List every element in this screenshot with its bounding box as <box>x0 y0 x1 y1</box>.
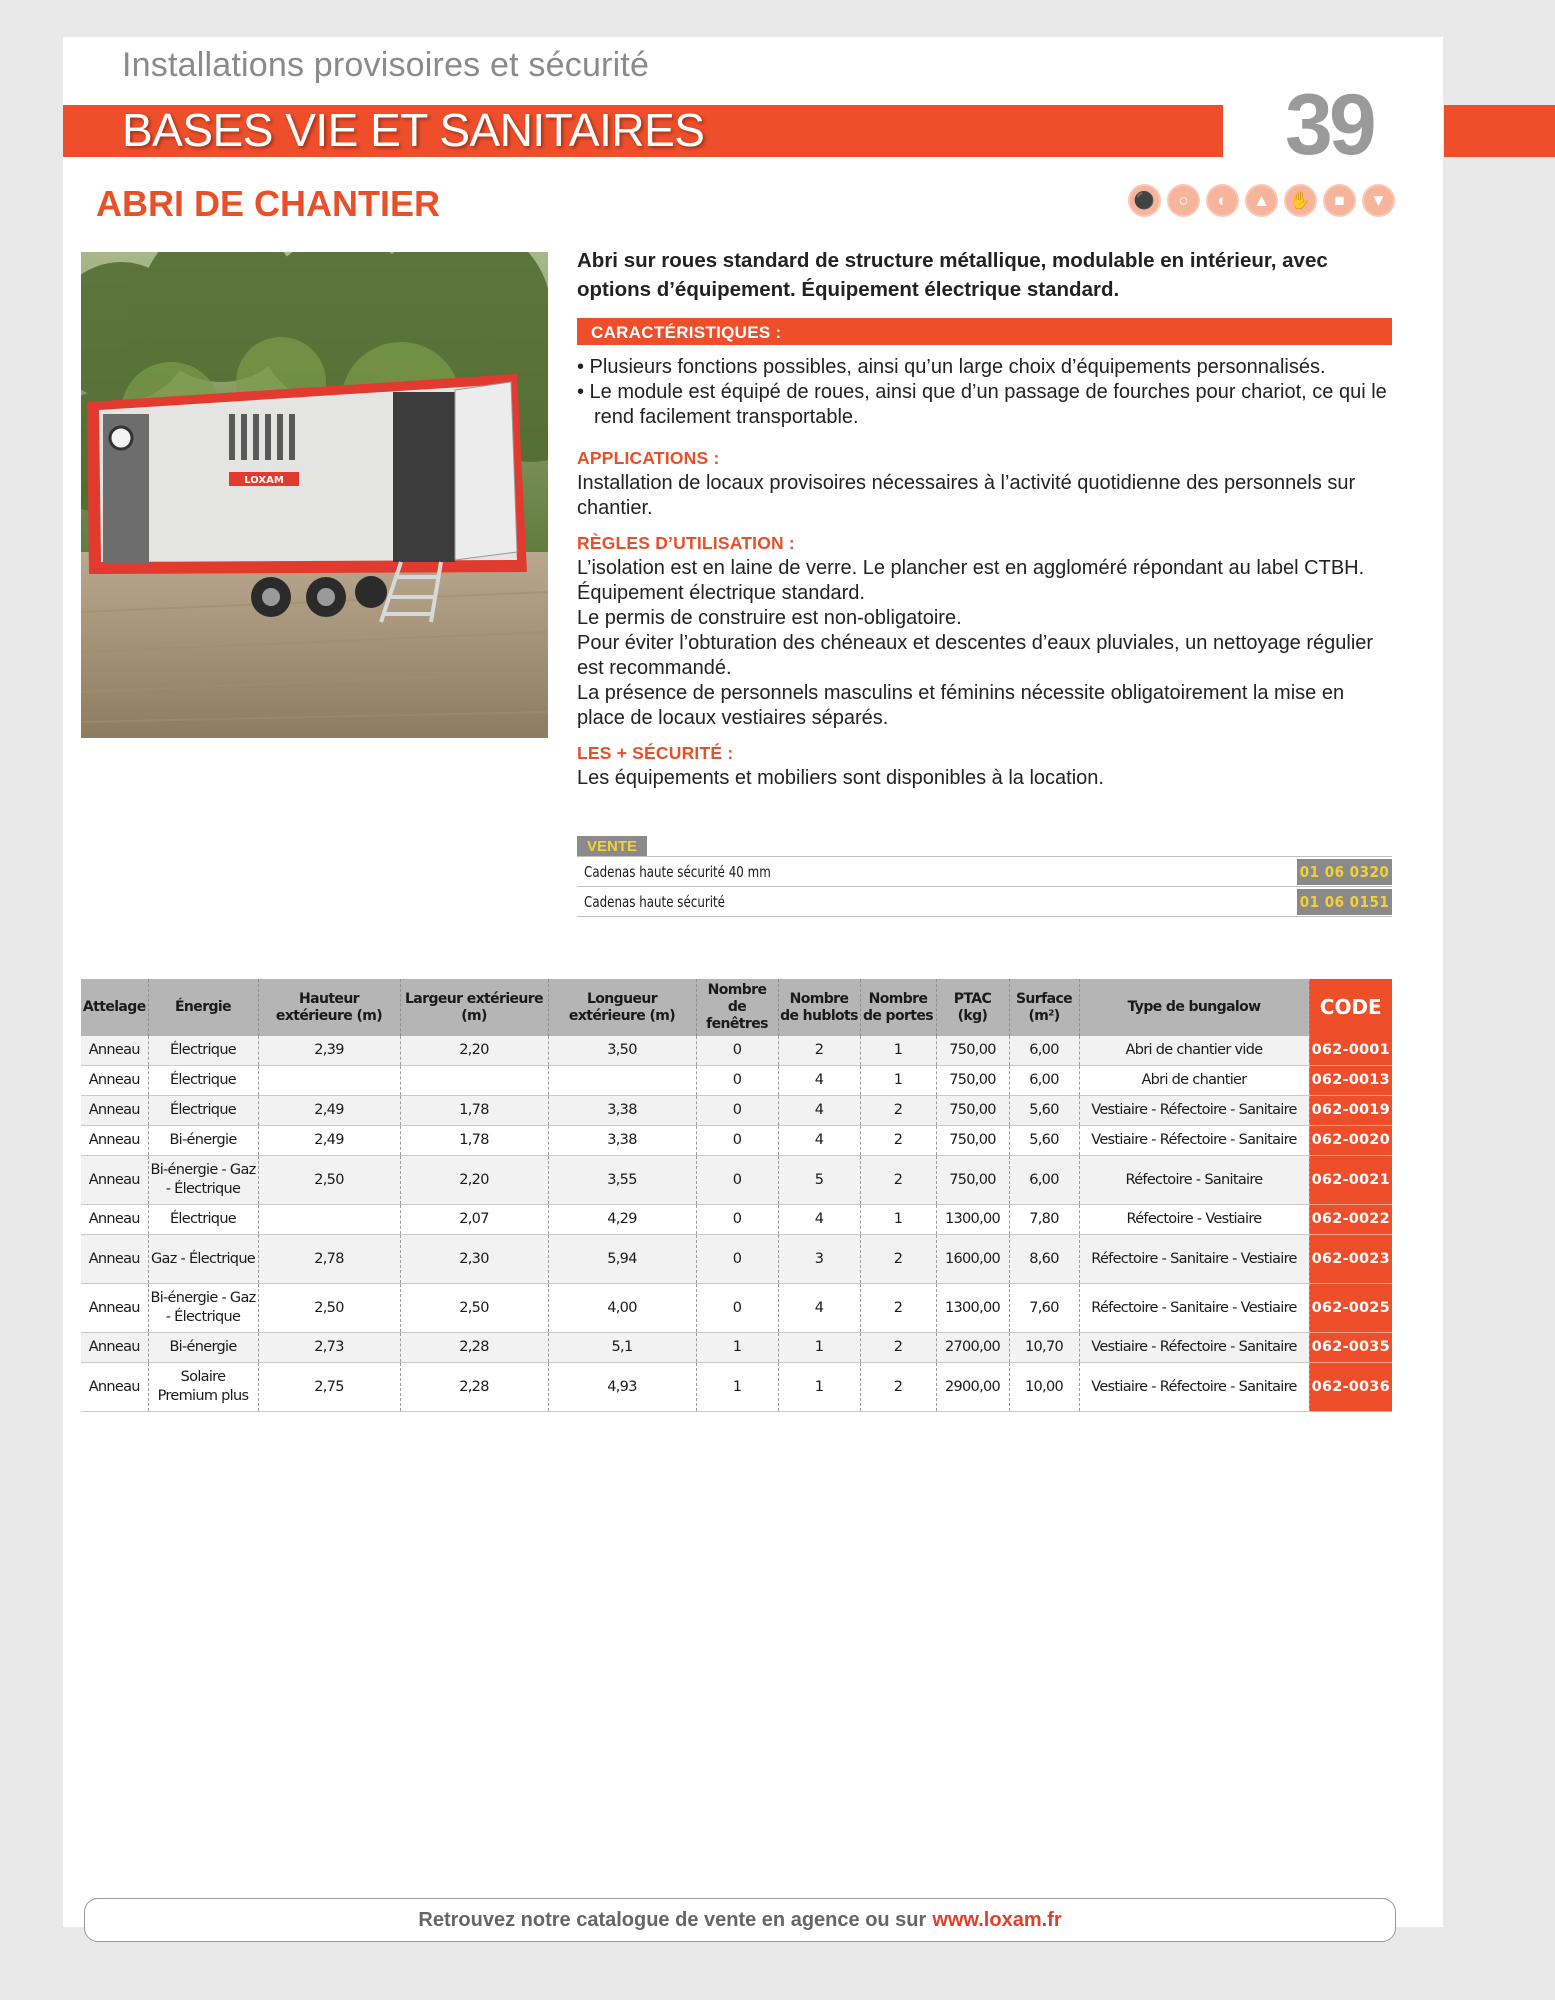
regle-item: L’isolation est en laine de verre. Le plancher est en aggloméré répondant au label CTBH. <box>577 557 1365 579</box>
header-energie: Énergie <box>148 979 258 1036</box>
cell-longueur: 4,93 <box>548 1363 696 1412</box>
table-row[interactable] <box>81 1066 1392 1096</box>
cell-ptac: 2900,00 <box>936 1363 1009 1412</box>
description-column <box>577 246 1392 791</box>
cell-hublots: 4 <box>778 1126 860 1156</box>
cell-largeur <box>400 1066 548 1096</box>
cell-hauteur: 2,49 <box>258 1126 400 1156</box>
cell-type: Réfectoire - Vestiaire <box>1079 1205 1309 1235</box>
cell-code: 062-0035 <box>1309 1333 1392 1363</box>
cell-energie: Bi-énergie <box>148 1126 258 1156</box>
cell-fenetres: 1 <box>696 1333 778 1363</box>
caracteristiques-heading: CARACTÉRISTIQUES : <box>577 318 1392 345</box>
footer-banner <box>84 1898 1396 1942</box>
cell-largeur: 2,50 <box>400 1284 548 1333</box>
cell-attelage: Anneau <box>81 1205 148 1235</box>
cell-energie: Électrique <box>148 1066 258 1096</box>
cell-hauteur: 2,78 <box>258 1235 400 1284</box>
vente-code: 01 06 0320 <box>1297 859 1392 885</box>
cell-fenetres: 0 <box>696 1284 778 1333</box>
cell-code: 062-0013 <box>1309 1066 1392 1096</box>
cell-ptac: 750,00 <box>936 1126 1009 1156</box>
table-row[interactable] <box>81 1096 1392 1126</box>
cell-energie: Électrique <box>148 1036 258 1066</box>
cell-attelage: Anneau <box>81 1156 148 1205</box>
cell-attelage: Anneau <box>81 1096 148 1126</box>
cell-largeur: 2,20 <box>400 1156 548 1205</box>
applications-text: Installation de locaux provisoires nécessaires à l’activité quotidienne des personnels sur chantier. <box>577 472 1356 519</box>
cell-hublots: 1 <box>778 1363 860 1412</box>
cell-energie: Électrique <box>148 1205 258 1235</box>
cell-type: Vestiaire - Réfectoire - Sanitaire <box>1079 1096 1309 1126</box>
cell-fenetres: 0 <box>696 1096 778 1126</box>
cell-surface: 7,60 <box>1009 1284 1079 1333</box>
cell-ptac: 1300,00 <box>936 1205 1009 1235</box>
cell-portes: 1 <box>860 1205 936 1235</box>
cell-hauteur <box>258 1066 400 1096</box>
table-body <box>81 1036 1392 1412</box>
header-longueur: Longueur extérieure (m) <box>548 979 696 1036</box>
cell-hublots: 3 <box>778 1235 860 1284</box>
photo-brand: LOXAM <box>244 475 284 486</box>
cell-energie: Électrique <box>148 1096 258 1126</box>
cell-code: 062-0020 <box>1309 1126 1392 1156</box>
securite-text: Les équipements et mobiliers sont disponibles à la location. <box>577 767 1104 789</box>
cell-portes: 1 <box>860 1066 936 1096</box>
cell-ptac: 1300,00 <box>936 1284 1009 1333</box>
cell-longueur: 3,55 <box>548 1156 696 1205</box>
regle-item: Le permis de construire est non-obligatoire. <box>577 607 962 629</box>
section-title: Installations provisoires et sécurité <box>122 46 650 84</box>
cell-largeur: 1,78 <box>400 1096 548 1126</box>
cell-hublots: 1 <box>778 1333 860 1363</box>
header-type: Type de bungalow <box>1079 979 1309 1036</box>
cell-ptac: 2700,00 <box>936 1333 1009 1363</box>
cell-hauteur: 2,73 <box>258 1333 400 1363</box>
cell-hublots: 4 <box>778 1205 860 1235</box>
vente-label: Cadenas haute sécurité <box>584 892 725 911</box>
cell-hublots: 2 <box>778 1036 860 1066</box>
cell-hauteur: 2,50 <box>258 1284 400 1333</box>
boot-icon: ■ <box>1323 184 1356 217</box>
cell-hublots: 4 <box>778 1096 860 1126</box>
table-row[interactable] <box>81 1284 1392 1333</box>
cell-hauteur: 2,49 <box>258 1096 400 1126</box>
cell-type: Abri de chantier vide <box>1079 1036 1309 1066</box>
cell-code: 062-0036 <box>1309 1363 1392 1412</box>
table-row[interactable] <box>81 1126 1392 1156</box>
cell-largeur: 2,20 <box>400 1036 548 1066</box>
cell-portes: 2 <box>860 1096 936 1126</box>
cell-portes: 2 <box>860 1235 936 1284</box>
cell-ptac: 1600,00 <box>936 1235 1009 1284</box>
cell-code: 062-0021 <box>1309 1156 1392 1205</box>
header-portes: Nombre de portes <box>860 979 936 1036</box>
cell-attelage: Anneau <box>81 1284 148 1333</box>
cell-energie: Bi-énergie - Gaz - Électrique <box>148 1284 258 1333</box>
vente-block <box>577 836 1392 917</box>
cell-largeur: 2,28 <box>400 1333 548 1363</box>
cell-longueur: 4,29 <box>548 1205 696 1235</box>
cell-type: Vestiaire - Réfectoire - Sanitaire <box>1079 1363 1309 1412</box>
cell-longueur: 3,50 <box>548 1036 696 1066</box>
table-row[interactable] <box>81 1156 1392 1205</box>
cell-code: 062-0023 <box>1309 1235 1392 1284</box>
table-row[interactable] <box>81 1333 1392 1363</box>
cell-attelage: Anneau <box>81 1363 148 1412</box>
table-row[interactable] <box>81 1036 1392 1066</box>
cell-fenetres: 0 <box>696 1235 778 1284</box>
securite-heading: LES + SÉCURITÉ : <box>577 743 734 763</box>
cell-energie: Solaire Premium plus <box>148 1363 258 1412</box>
cell-energie: Bi-énergie - Gaz - Électrique <box>148 1156 258 1205</box>
cell-hublots: 5 <box>778 1156 860 1205</box>
cell-largeur: 2,07 <box>400 1205 548 1235</box>
applications-heading: APPLICATIONS : <box>577 448 720 468</box>
cell-largeur: 2,30 <box>400 1235 548 1284</box>
site-cabin-illustration <box>81 252 548 738</box>
vente-tag: VENTE <box>577 836 647 856</box>
intro-text: Abri sur roues standard de structure métallique, modulable en intérieur, avec options d’équipement. Équipement électrique standard. <box>577 249 1328 301</box>
cell-portes: 2 <box>860 1126 936 1156</box>
cell-fenetres: 0 <box>696 1205 778 1235</box>
cell-portes: 2 <box>860 1156 936 1205</box>
caracteristique-item: • Le module est équipé de roues, ainsi que d’un passage de fourches pour chariot, ce qui le rend facilement transportable. <box>577 381 1387 428</box>
vente-code: 01 06 0151 <box>1297 889 1392 915</box>
regle-item: La présence de personnels masculins et féminins nécessite obligatoirement la mise en place de locaux vestiaires séparés. <box>577 682 1345 729</box>
cell-type: Réfectoire - Sanitaire - Vestiaire <box>1079 1284 1309 1333</box>
goggles-icon: ◐ <box>1206 184 1239 217</box>
header-fenetres: Nombre de fenêtres <box>696 979 778 1036</box>
cell-code: 062-0019 <box>1309 1096 1392 1126</box>
cell-surface: 10,00 <box>1009 1363 1079 1412</box>
cell-ptac: 750,00 <box>936 1156 1009 1205</box>
cell-surface: 5,60 <box>1009 1126 1079 1156</box>
caracteristique-item: • Plusieurs fonctions possibles, ainsi qu’un large choix d’équipements personnalisés. <box>577 356 1326 378</box>
title-band-right <box>1444 105 1555 157</box>
cell-portes: 2 <box>860 1363 936 1412</box>
cell-type: Réfectoire - Sanitaire <box>1079 1156 1309 1205</box>
cell-surface: 6,00 <box>1009 1066 1079 1096</box>
cell-fenetres: 0 <box>696 1126 778 1156</box>
cell-longueur <box>548 1066 696 1096</box>
cell-attelage: Anneau <box>81 1066 148 1096</box>
cell-type: Abri de chantier <box>1079 1066 1309 1096</box>
header-surface: Surface (m²) <box>1009 979 1079 1036</box>
footer-link[interactable]: www.loxam.fr <box>932 1908 1062 1931</box>
cell-type: Réfectoire - Sanitaire - Vestiaire <box>1079 1235 1309 1284</box>
cell-fenetres: 1 <box>696 1363 778 1412</box>
cell-hublots: 4 <box>778 1284 860 1333</box>
product-title: ABRI DE CHANTIER <box>96 183 441 224</box>
table-row[interactable] <box>81 1235 1392 1284</box>
table-header-row <box>81 979 1392 1036</box>
cell-longueur: 5,1 <box>548 1333 696 1363</box>
vente-row[interactable] <box>577 856 1392 886</box>
cell-fenetres: 0 <box>696 1066 778 1096</box>
header-hublots: Nombre de hublots <box>778 979 860 1036</box>
helmet-icon: ⚫ <box>1128 184 1161 217</box>
cell-longueur: 4,00 <box>548 1284 696 1333</box>
cell-type: Vestiaire - Réfectoire - Sanitaire <box>1079 1126 1309 1156</box>
cell-hauteur: 2,39 <box>258 1036 400 1066</box>
cell-surface: 5,60 <box>1009 1096 1079 1126</box>
cell-energie: Bi-énergie <box>148 1333 258 1363</box>
cell-ptac: 750,00 <box>936 1066 1009 1096</box>
ear-protection-icon: ○ <box>1167 184 1200 217</box>
cell-type: Vestiaire - Réfectoire - Sanitaire <box>1079 1333 1309 1363</box>
spec-table <box>81 979 1392 1412</box>
cell-surface: 8,60 <box>1009 1235 1079 1284</box>
cell-fenetres: 0 <box>696 1036 778 1066</box>
cell-longueur: 3,38 <box>548 1126 696 1156</box>
main-title: BASES VIE ET SANITAIRES <box>122 104 705 156</box>
cell-hauteur: 2,50 <box>258 1156 400 1205</box>
table-row[interactable] <box>81 1363 1392 1412</box>
cell-portes: 2 <box>860 1284 936 1333</box>
cell-longueur: 5,94 <box>548 1235 696 1284</box>
fire-icon: ▲ <box>1245 184 1278 217</box>
cell-attelage: Anneau <box>81 1333 148 1363</box>
cell-hublots: 4 <box>778 1066 860 1096</box>
header-largeur: Largeur extérieure (m) <box>400 979 548 1036</box>
cell-largeur: 1,78 <box>400 1126 548 1156</box>
page-number: 39 <box>1285 77 1373 173</box>
cell-code: 062-0025 <box>1309 1284 1392 1333</box>
cell-portes: 1 <box>860 1036 936 1066</box>
cell-portes: 2 <box>860 1333 936 1363</box>
header-ptac: PTAC (kg) <box>936 979 1009 1036</box>
cell-code: 062-0001 <box>1309 1036 1392 1066</box>
cell-code: 062-0022 <box>1309 1205 1392 1235</box>
cell-largeur: 2,28 <box>400 1363 548 1412</box>
cell-attelage: Anneau <box>81 1126 148 1156</box>
mask-icon: ▼ <box>1362 184 1395 217</box>
cell-hauteur: 2,75 <box>258 1363 400 1412</box>
cell-surface: 6,00 <box>1009 1156 1079 1205</box>
product-photo <box>81 252 548 738</box>
cell-attelage: Anneau <box>81 1235 148 1284</box>
cell-ptac: 750,00 <box>936 1096 1009 1126</box>
vente-label: Cadenas haute sécurité 40 mm <box>584 862 771 881</box>
footer-text: Retrouvez notre catalogue de vente en agence ou sur <box>418 1908 927 1931</box>
cell-longueur: 3,38 <box>548 1096 696 1126</box>
header-attelage: Attelage <box>81 979 148 1036</box>
cell-surface: 7,80 <box>1009 1205 1079 1235</box>
glove-icon: ✋ <box>1284 184 1317 217</box>
cell-attelage: Anneau <box>81 1036 148 1066</box>
header-code: CODE <box>1309 979 1392 1036</box>
table-row[interactable] <box>81 1205 1392 1235</box>
cell-surface: 6,00 <box>1009 1036 1079 1066</box>
vente-row[interactable] <box>577 886 1392 917</box>
cell-hauteur <box>258 1205 400 1235</box>
regles-heading: RÈGLES D’UTILISATION : <box>577 533 795 553</box>
cell-energie: Gaz - Électrique <box>148 1235 258 1284</box>
cell-ptac: 750,00 <box>936 1036 1009 1066</box>
cell-surface: 10,70 <box>1009 1333 1079 1363</box>
header-hauteur: Hauteur extérieure (m) <box>258 979 400 1036</box>
regle-item: Équipement électrique standard. <box>577 582 865 604</box>
safety-icons <box>1128 184 1395 217</box>
regle-item: Pour éviter l’obturation des chéneaux et descentes d’eaux pluviales, un nettoyage régulier est recommandé. <box>577 632 1374 679</box>
cell-fenetres: 0 <box>696 1156 778 1205</box>
